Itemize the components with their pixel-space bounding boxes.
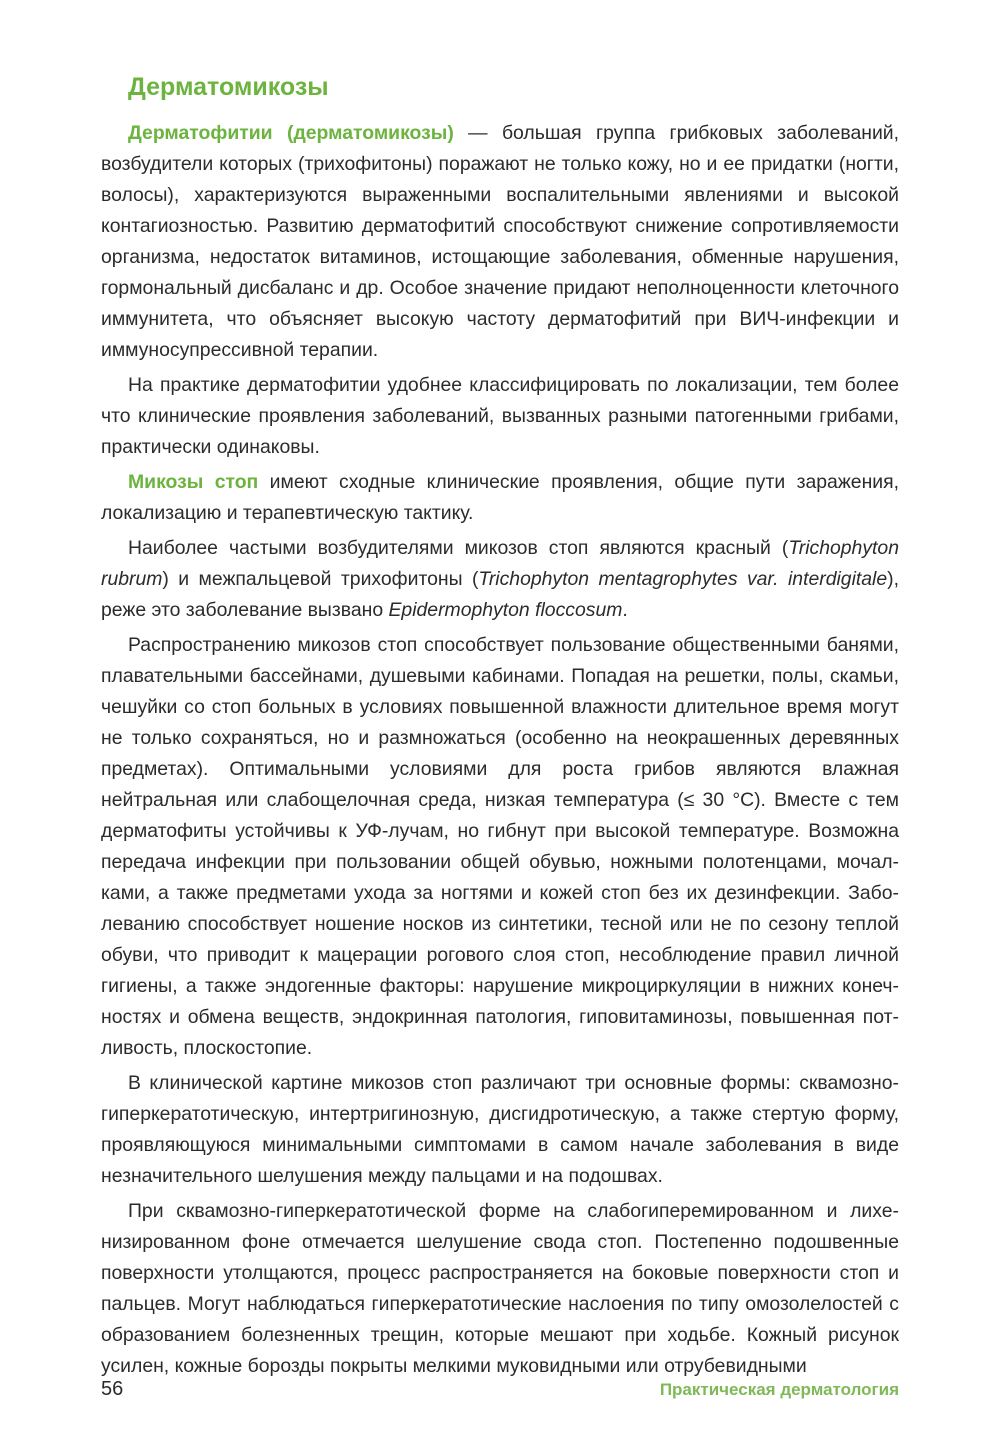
paragraph-text: . — [622, 599, 628, 621]
paragraph-dermatophytes — [101, 118, 899, 366]
paragraph-text: Наиболее частыми возбудителями микозов стоп являются красный ( — [128, 537, 789, 559]
paragraph-text: имеют сходные клинические проявления, общие пути заражения, локализацию и терапевтическую тактику. — [101, 471, 899, 524]
species-name: Trichophyton mentagrophytes var. interdigitale — [478, 568, 888, 590]
body-text — [101, 118, 899, 1386]
paragraph-foot-mycoses — [101, 467, 899, 529]
page-number: 56 — [101, 1378, 124, 1400]
paragraph-text: ) и межпальцевой трихофитоны ( — [162, 568, 479, 590]
section-heading: Дерматомикозы — [128, 73, 329, 101]
paragraph-classification: На практике дерматофитии удобнее классифицировать по локализации, тем более что клинические проявления заболеваний, вызванных разными патогенными грибами, практически одинаковы. — [101, 374, 899, 458]
species-name: Trichophyton rubrum — [101, 537, 899, 590]
paragraph-text: ), реже это заболевание вызвано — [101, 568, 900, 621]
term-dermatophytes: Дерматофитии (дерматомикозы) — [128, 122, 454, 144]
paragraph-spread: Распространению микозов стоп способствует пользование общественными банями, плавательными бассейнами, душевыми кабинами. Попадая на решетки, полы, скамьи, чешуйки со стоп больных в условиях повышенной влажности длительное время могут не только сохраняться, но и размножаться (особенно на неокрашенных деревянных предметах). Оптимальными условиями для роста грибов являются влажная нейтральная или слабощелочная среда, низкая температура (≤ 30 °C). Вместе с тем дерматофиты устойчивы к УФ-лучам, но гибнут при высокой температуре. Возможна передача инфекции при пользовании общей обувью, ножными полотенцами, мочалками, а также предметами ухода за ногтями и кожей стоп без их дезинфекции. Заболеванию способствует ношение носков из синтетики, тесной или не по сезону теплой обуви, что приводит к мацерации рогового слоя стоп, несоблюдение правил личной гигиены, а также эндогенные факторы: нарушение микроциркуляции в нижних конечностях и обмена веществ, эндокринная патология, гиповитаминозы, повышенная потливость, плоскостопие. — [101, 634, 899, 1059]
paragraph-clinical-forms: В клинической картине микозов стоп различают три основные формы: сквамозно-гиперкератотическую, интертригинозную, дисгидротическую, а также стертую форму, проявляющуюся минимальными симптомами в самом начале заболевания в виде незначительного шелушения между пальцами и на подошвах. — [101, 1072, 899, 1187]
book-title: Практическая дерматология — [659, 1380, 899, 1399]
species-name: Epidermophyton floccosum — [388, 599, 623, 621]
term-foot-mycoses: Микозы стоп — [128, 471, 259, 493]
paragraph-squamous-form: При сквамозно-гиперкератотической форме на слабогиперемированном и лихенизированном фоне отмечается шелушение свода стоп. Постепенно подошвенные поверхности утолщаются, процесс распространяется на боковые поверхности стоп и пальцев. Могут наблюдаться гиперкератотические наслоения по типу омозолелостей с образованием болезненных трещин, которые мешают при ходьбе. Кожный рисунок усилен, кожные борозды покрыты мелкими муковидными или отрубевидными — [101, 1200, 899, 1377]
paragraph-pathogens — [101, 533, 899, 626]
paragraph-text: — большая группа грибковых заболеваний, возбудители которых (трихофитоны) поражают не только кожу, но и ее придатки (ногти, волосы), характеризуются выраженными воспалительными явлениями и высокой контагиозностью. Развитию дерматофитий способствуют снижение сопротивляемости организма, недостаток витаминов, истощающие заболевания, обменные нарушения, гормональный дисбаланс и др. Особое значение придают неполноценности клеточного иммунитета, что объясняет высокую частоту дерматофитий при ВИЧ-инфекции и иммуносупрессивной терапии. — [101, 122, 900, 361]
